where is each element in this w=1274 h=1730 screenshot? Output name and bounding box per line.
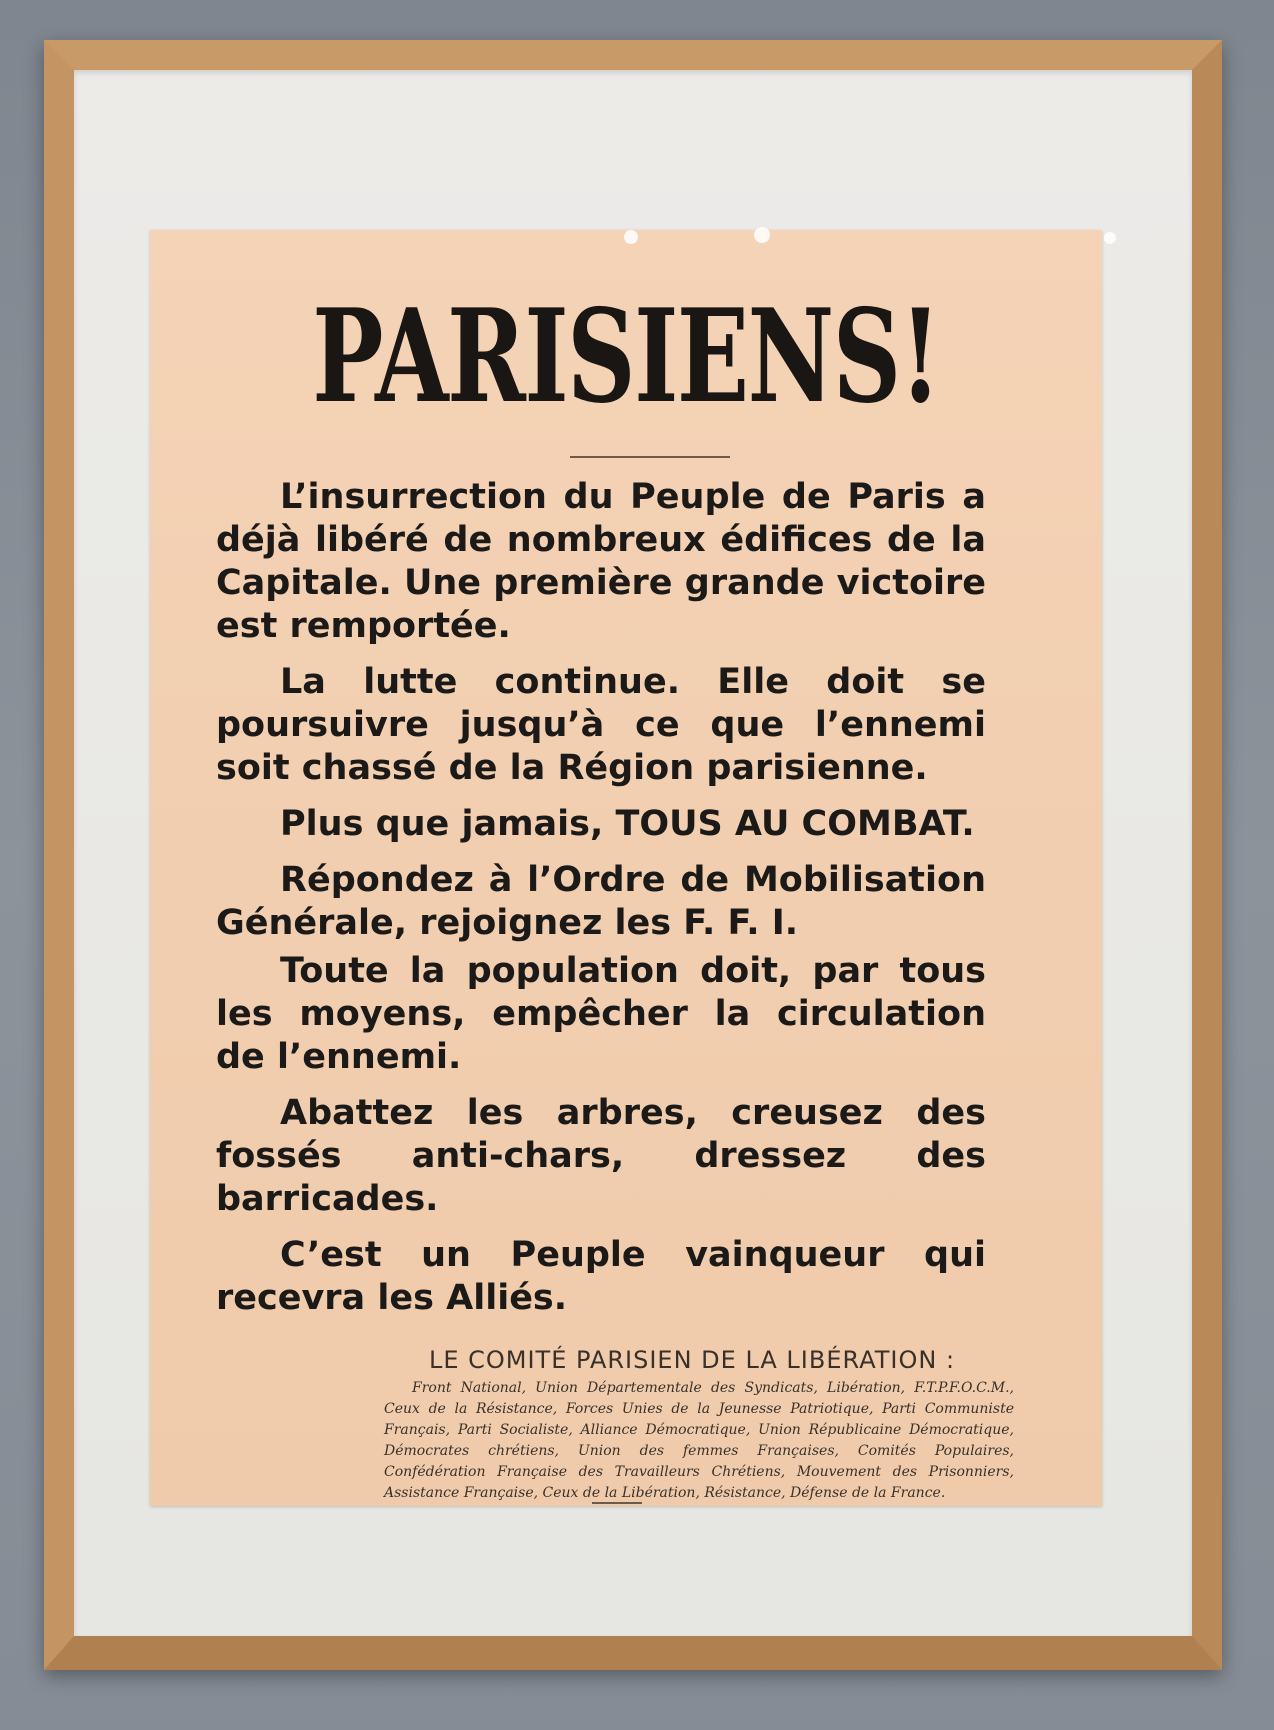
paragraph-barricades: Abattez les arbres, creusez des fossés anti-chars, dressez des barricades. [216,1093,986,1219]
white-mat [74,70,1192,1636]
paragraph-insurrection: L’insurrection du Peuple de Paris a déjà libéré de nombreux édifices de la Capitale. Une première grande victoire est remportée. [216,477,986,646]
closing-rule [592,1502,642,1504]
paragraph-population: Toute la population doit, par tous les moyens, empêcher la circulation de l’ennemi. [216,951,986,1077]
light-reflection [624,230,638,244]
committee-members: Front National, Union Départementale des Syndicats, Libération, F.T.P.F.O.C.M., Ceux de la Résistance, Forces Unies de la Jeunesse Patriotique, Parti Communiste Français, Parti Socialiste, Alliance Démocratique, Union Républicaine Démocratique, Démocrates chrétiens, Union des femmes Françaises, Comités Populaires, Confédération Française des Travailleurs Chrétiens, Mouvement des Prisonniers, Assistance Française, Ceux de la Libération, Résistance, Défense de la France. [384,1380,1014,1501]
title-rule [570,456,730,458]
poster-body [216,476,986,1333]
light-reflection [754,227,770,243]
paragraph-combat: Plus que jamais, TOUS AU COMBAT. [280,804,975,844]
poster [150,230,1102,1506]
wooden-frame [44,40,1222,1670]
paragraph-mobilisation: Répondez à l’Ordre de Mobilisation Générale, rejoignez les F. F. I. [216,860,986,943]
paragraph-lutte: La lutte continue. Elle doit se poursuivre jusqu’à ce que l’ennemi soit chassé de la Région parisienne. [216,662,986,788]
light-reflection [1104,232,1116,244]
paragraph-allies: C’est un Peuple vainqueur qui recevra les Alliés. [216,1235,986,1318]
committee-heading: LE COMITÉ PARISIEN DE LA LIBÉRATION : [428,1346,956,1374]
poster-title: PARISIENS! [312,282,940,432]
